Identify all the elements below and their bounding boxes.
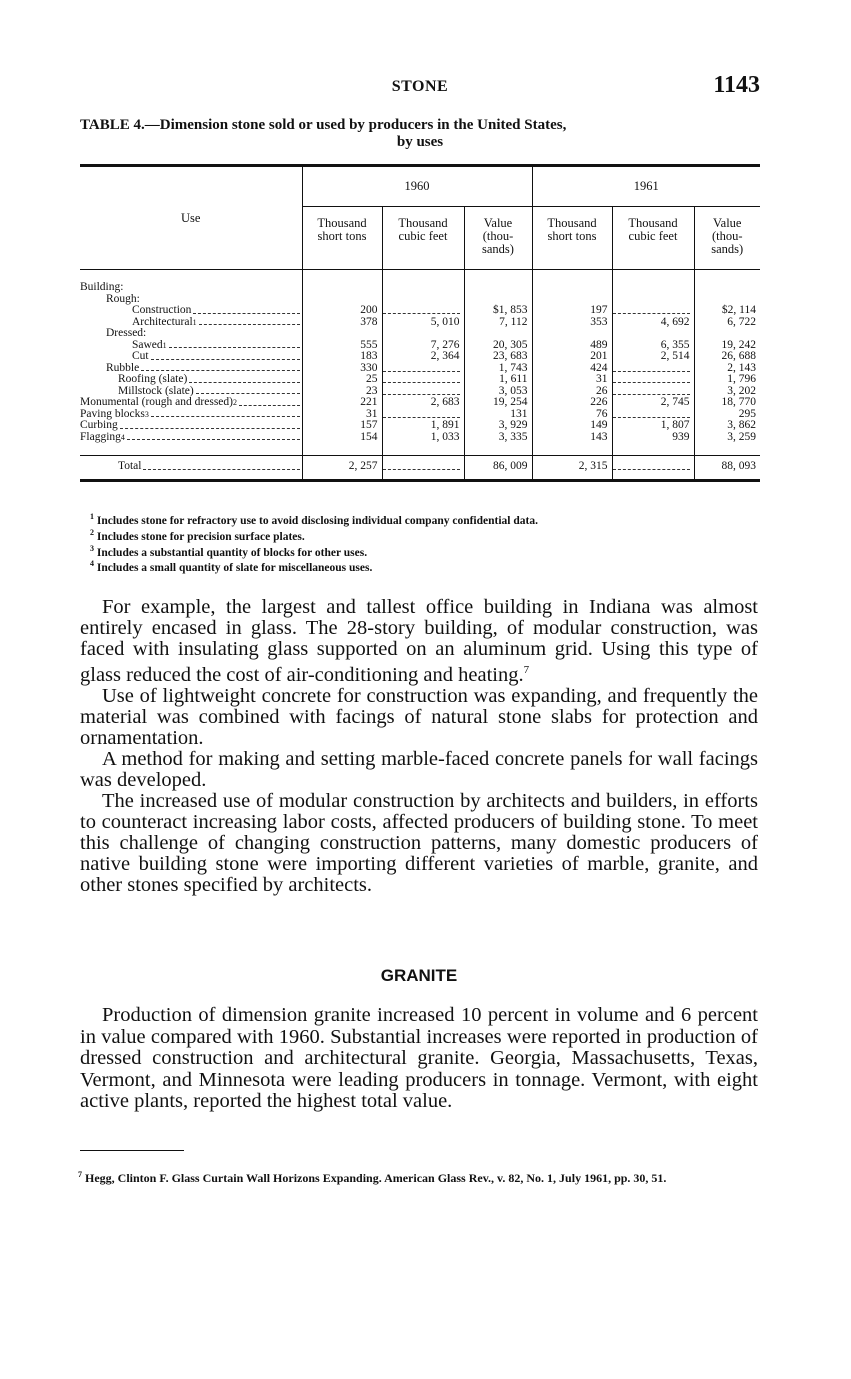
paragraph-1-text: For example, the largest and tallest office building in Indiana was almost entirely encased in glass. The 28-story building, of modular construction, was faced with insulating glass supported on an aluminum grid. Using this type of glass reduced the cost of air-conditioning and heating. — [80, 596, 758, 686]
body-text — [80, 597, 758, 896]
table-note — [90, 527, 730, 543]
cell-c5: 4, 692 — [612, 317, 694, 329]
group-label-dressed: Dressed: — [106, 327, 147, 339]
cell-c5: 2, 745 — [612, 397, 694, 409]
cell-c2: 7, 276 — [382, 340, 464, 352]
col-header-tons-1961: Thousand short tons — [532, 207, 612, 270]
use-header: Use — [80, 166, 302, 270]
leader-dots — [120, 428, 300, 429]
table-note-mark: 1 — [90, 512, 94, 521]
total-label-text: Total — [118, 460, 142, 472]
table-caption — [80, 117, 760, 151]
blank-dash — [613, 376, 690, 383]
row-label — [80, 340, 302, 352]
table-note-text: Includes stone for precision surface plates. — [96, 530, 305, 543]
cell-c1: 378 — [302, 317, 382, 329]
table-note-text: Includes stone for refractory use to avoid disclosing individual company confidential data. — [96, 514, 538, 527]
table-row — [80, 305, 760, 317]
table-row — [80, 374, 760, 386]
group-label-building: Building: — [80, 281, 124, 293]
blank-dash — [383, 463, 460, 470]
cell-c6: 19, 242 — [694, 340, 760, 352]
cell-c2: 5, 010 — [382, 317, 464, 329]
cell-c4: 424 — [532, 363, 612, 375]
leader-dots — [189, 382, 299, 383]
cell-c4: 149 — [532, 420, 612, 432]
table-row — [80, 397, 760, 409]
cell-c6: 1, 796 — [694, 374, 760, 386]
row-label-text: Monumental (rough and dressed) — [80, 396, 233, 408]
cell-c5: 2, 514 — [612, 351, 694, 363]
paragraph-1 — [80, 597, 758, 686]
row-label — [80, 363, 302, 375]
col-header-tons-1960: Thousand short tons — [302, 207, 382, 270]
row-label — [80, 351, 302, 363]
year-1961-header: 1961 — [532, 166, 760, 207]
paragraph-4: The increased use of modular construction by architects and builders, in efforts to counteract increasing labor costs, affected producers of building stone. To meet this challenge of changing construction patterns, many domestic producers of native building stone were importing different varieties of marble, granite, and other stones specified by architects. — [80, 789, 758, 896]
row-note: 1 — [192, 317, 197, 327]
table-note — [90, 558, 730, 574]
cell-c6: $2, 114 — [694, 305, 760, 317]
cell-c1: 31 — [302, 409, 382, 421]
blank-dash — [613, 365, 690, 372]
leader-dots — [193, 313, 299, 314]
blank-dash — [383, 307, 460, 314]
blank-dash — [613, 307, 690, 314]
table-row — [80, 420, 760, 432]
cell-c5 — [612, 374, 694, 386]
cell-c3: 3, 929 — [464, 420, 532, 432]
blank-dash — [383, 411, 460, 418]
cell-c2: 2, 364 — [382, 351, 464, 363]
blank-dash — [613, 388, 690, 395]
row-note: 4 — [120, 432, 125, 442]
cell-c3: $1, 853 — [464, 305, 532, 317]
cell-c3: 20, 305 — [464, 340, 532, 352]
cell-c4: 143 — [532, 432, 612, 444]
cell-c1: 183 — [302, 351, 382, 363]
footnote-ref-7[interactable]: 7 — [523, 664, 530, 676]
total-cell-c2 — [382, 456, 464, 481]
row-label — [80, 374, 302, 386]
row-label — [80, 305, 302, 317]
row-label-text: Construction — [132, 304, 192, 316]
dimension-stone-table — [80, 164, 760, 482]
cell-c3: 3, 053 — [464, 386, 532, 398]
cell-c5: 1, 807 — [612, 420, 694, 432]
table-note — [90, 511, 730, 527]
cell-c2: 2, 683 — [382, 397, 464, 409]
year-1960-header: 1960 — [302, 166, 532, 207]
row-label — [80, 397, 302, 409]
blank-dash — [383, 376, 460, 383]
table-notes — [90, 511, 730, 574]
cell-c4: 201 — [532, 351, 612, 363]
cell-c6: 26, 688 — [694, 351, 760, 363]
leader-dots — [169, 347, 300, 348]
row-label-text: Architectural — [132, 315, 193, 328]
leader-dots — [127, 439, 300, 440]
cell-c5: 6, 355 — [612, 340, 694, 352]
cell-c6: 2, 143 — [694, 363, 760, 375]
leader-dots — [151, 359, 300, 360]
row-label — [80, 432, 302, 444]
row-label-text: Paving blocks — [80, 407, 145, 420]
cell-c1: 221 — [302, 397, 382, 409]
running-header — [80, 72, 760, 100]
granite-text — [80, 1005, 758, 1113]
cell-c4: 26 — [532, 386, 612, 398]
cell-c6: 3, 259 — [694, 432, 760, 444]
cell-c3: 23, 683 — [464, 351, 532, 363]
row-note: 1 — [162, 340, 167, 350]
cell-c3: 1, 743 — [464, 363, 532, 375]
cell-c4: 226 — [532, 397, 612, 409]
table-note-mark: 2 — [90, 527, 94, 537]
row-label — [80, 420, 302, 432]
cell-c3: 19, 254 — [464, 397, 532, 409]
total-cell-c4: 2, 315 — [532, 456, 612, 481]
row-label-text: Sawed — [132, 338, 163, 351]
blank-dash — [613, 411, 690, 418]
cell-c6: 295 — [694, 409, 760, 421]
leader-dots — [239, 405, 300, 406]
cell-c3: 3, 335 — [464, 432, 532, 444]
cell-c5 — [612, 363, 694, 375]
footnote — [78, 1168, 758, 1185]
cell-c1: 154 — [302, 432, 382, 444]
leader-dots — [141, 370, 299, 371]
table-row — [80, 340, 760, 352]
cell-c4: 76 — [532, 409, 612, 421]
footnote-text: Hegg, Clinton F. Glass Curtain Wall Horizons Expanding. American Glass Rev., v. 82, No. 1, July 1961, pp. 30, 51. — [85, 1171, 667, 1185]
footnote-mark: 7 — [78, 1170, 82, 1179]
blank-dash — [383, 388, 460, 395]
paragraph-3: A method for making and setting marble-faced concrete panels for wall facings was developed. — [80, 747, 758, 791]
cell-c6: 3, 862 — [694, 420, 760, 432]
cell-c1: 157 — [302, 420, 382, 432]
table-note-text: Includes a substantial quantity of blocks for other uses. — [96, 546, 368, 559]
col-header-cubic-1961: Thousand cubic feet — [612, 207, 694, 270]
total-cell-c6: 88, 093 — [694, 456, 760, 481]
col-header-value-1960: Value (thou-sands) — [464, 207, 532, 270]
cell-c6: 18, 770 — [694, 397, 760, 409]
granite-paragraph: Production of dimension granite increased 10 percent in volume and 6 percent in value compared with 1960. Substantial increases were reported in production of dressed construction and architectural granite. Georgia, Massachusetts, Texas, Vermont, and Minnesota were leading producers in tonnage. Vermont, with eight active plants, reported the highest total value. — [80, 1004, 758, 1112]
cell-c1: 330 — [302, 363, 382, 375]
leader-dots — [196, 393, 300, 394]
table-note-mark: 3 — [90, 543, 94, 553]
cell-c5: 939 — [612, 432, 694, 444]
row-label-text: Rubble — [106, 361, 140, 374]
running-title: STONE — [391, 78, 449, 95]
cell-c6: 6, 722 — [694, 317, 760, 329]
row-label-text: Curbing — [80, 419, 118, 431]
blank-dash — [613, 463, 690, 470]
cell-c1: 25 — [302, 374, 382, 386]
table-note — [90, 543, 730, 559]
row-label-text: Cut — [132, 350, 149, 362]
group-label-rough: Rough: — [106, 292, 140, 305]
cell-c3: 7, 112 — [464, 317, 532, 329]
row-note: 3 — [144, 409, 149, 419]
cell-c2: 1, 033 — [382, 432, 464, 444]
table-row — [80, 351, 760, 363]
section-heading-granite: GRANITE — [380, 966, 458, 985]
table-row — [80, 317, 760, 329]
cell-c6: 3, 202 — [694, 386, 760, 398]
leader-dots — [199, 324, 300, 325]
row-label-text: Roofing (slate) — [118, 373, 188, 385]
cell-c1: 555 — [302, 340, 382, 352]
table-note-mark: 4 — [90, 559, 94, 569]
cell-c2 — [382, 374, 464, 386]
cell-c3: 1, 611 — [464, 374, 532, 386]
cell-c1: 23 — [302, 386, 382, 398]
cell-c3: 131 — [464, 409, 532, 421]
row-label-text: Millstock (slate) — [118, 384, 194, 397]
cell-c2 — [382, 305, 464, 317]
cell-c2: 1, 891 — [382, 420, 464, 432]
blank-dash — [383, 365, 460, 372]
table-caption-line1: TABLE 4.—Dimension stone sold or used by producers in the United States, — [80, 117, 567, 133]
col-header-value-1961: Value (thou-sands) — [694, 207, 760, 270]
table-caption-line2: by uses — [396, 134, 444, 150]
total-cell-c1: 2, 257 — [302, 456, 382, 481]
total-row — [80, 456, 760, 481]
cell-c2 — [382, 363, 464, 375]
cell-c5 — [612, 305, 694, 317]
table-body — [80, 270, 760, 456]
page-number: 1143 — [713, 72, 760, 98]
cell-c4: 489 — [532, 340, 612, 352]
cell-c1: 200 — [302, 305, 382, 317]
leader-dots — [143, 469, 299, 470]
col-header-cubic-1960: Thousand cubic feet — [382, 207, 464, 270]
row-note: 2 — [232, 398, 237, 407]
total-label — [80, 456, 302, 481]
paragraph-2: Use of lightweight concrete for construction was expanding, and frequently the material was combined with facings of natural stone slabs for protection and ornamentation. — [80, 684, 758, 749]
cell-c4: 31 — [532, 374, 612, 386]
cell-c4: 197 — [532, 305, 612, 317]
leader-dots — [151, 416, 300, 417]
table-row — [80, 432, 760, 444]
cell-c4: 353 — [532, 317, 612, 329]
table-row — [80, 409, 760, 421]
row-label-text: Flagging — [80, 430, 121, 443]
table-note-text: Includes a small quantity of slate for miscellaneous uses. — [96, 562, 373, 575]
total-cell-c3: 86, 009 — [464, 456, 532, 481]
total-cell-c5 — [612, 456, 694, 481]
footnote-rule — [80, 1150, 184, 1151]
